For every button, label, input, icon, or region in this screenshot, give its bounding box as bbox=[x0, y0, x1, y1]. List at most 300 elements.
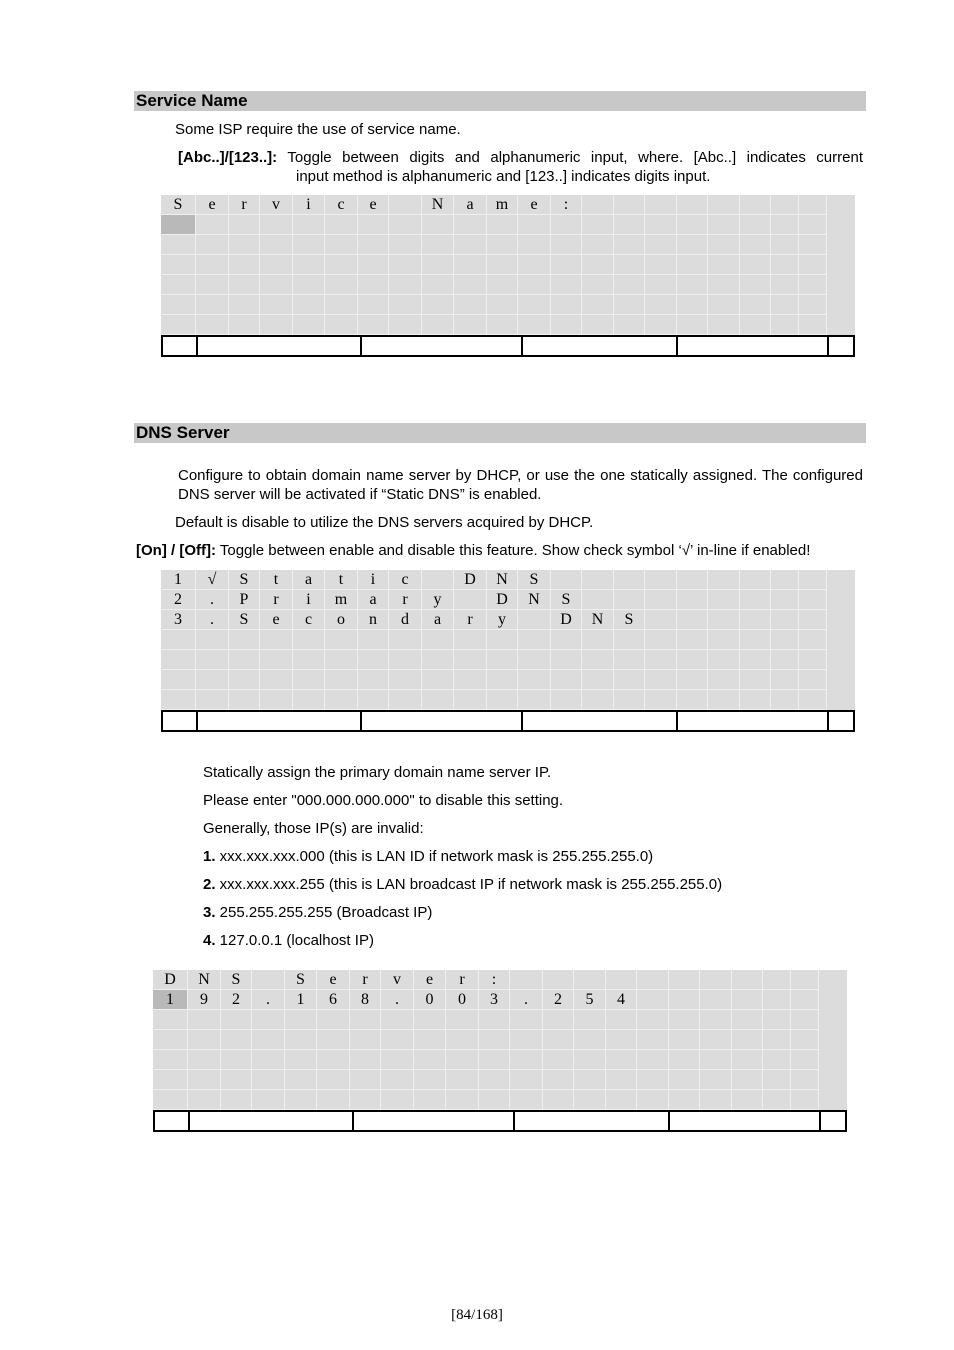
lcd-cell bbox=[350, 1030, 381, 1050]
lcd-cell bbox=[677, 235, 708, 255]
lcd-cell: o bbox=[325, 610, 358, 630]
lcd-cell bbox=[614, 590, 645, 610]
item-text: xxx.xxx.xxx.255 (this is LAN broadcast IP if network mask is 255.255.255.0) bbox=[215, 876, 723, 893]
lcd-cell bbox=[637, 1090, 669, 1110]
lcd-cell bbox=[771, 670, 799, 690]
lcd-cell: N bbox=[487, 570, 518, 590]
lcd-cell: e bbox=[414, 970, 446, 990]
lcd-cell bbox=[771, 610, 799, 630]
lcd-cell bbox=[582, 590, 614, 610]
lcd-cell bbox=[317, 1070, 350, 1090]
lcd-cell bbox=[161, 315, 196, 335]
lcd-cell: 3 bbox=[479, 990, 510, 1010]
lcd-cell bbox=[260, 295, 293, 315]
lcd-cell bbox=[732, 970, 763, 990]
softkey-5[interactable] bbox=[670, 1112, 821, 1130]
dns-onoff bbox=[136, 541, 866, 560]
lcd-cell bbox=[518, 255, 551, 275]
lcd-cell bbox=[196, 295, 229, 315]
lcd-cell bbox=[771, 195, 799, 215]
lcd-cell bbox=[677, 670, 708, 690]
lcd-cell bbox=[740, 590, 771, 610]
softkey-1[interactable] bbox=[163, 712, 198, 730]
lcd-cell bbox=[325, 630, 358, 650]
lcd-cell bbox=[317, 1030, 350, 1050]
lcd-cell bbox=[389, 315, 422, 335]
lcd-cell bbox=[454, 690, 487, 710]
invalid-ip-item bbox=[203, 875, 722, 894]
lcd-cell bbox=[518, 670, 551, 690]
lcd-cell bbox=[799, 610, 827, 630]
lcd-cell bbox=[358, 215, 389, 235]
lcd-cell bbox=[645, 650, 677, 670]
lcd-cell bbox=[446, 1070, 479, 1090]
lcd-cell bbox=[740, 235, 771, 255]
lcd-cell bbox=[799, 690, 827, 710]
lcd-cell bbox=[454, 235, 487, 255]
lcd-cell: i bbox=[358, 570, 389, 590]
lcd-cell: D bbox=[454, 570, 487, 590]
softkey-3[interactable] bbox=[362, 712, 523, 730]
lcd-cell bbox=[677, 215, 708, 235]
lcd-cell bbox=[645, 235, 677, 255]
lcd-cell bbox=[293, 315, 325, 335]
lcd-cell: . bbox=[196, 610, 229, 630]
lcd-cell bbox=[543, 1070, 574, 1090]
lcd-cell: N bbox=[422, 195, 454, 215]
lcd-cell bbox=[645, 215, 677, 235]
lcd-cell bbox=[574, 1070, 606, 1090]
invalid-ip-item bbox=[203, 903, 432, 922]
lcd-cell bbox=[414, 1070, 446, 1090]
lcd-cell bbox=[221, 1090, 252, 1110]
lcd-cell bbox=[221, 1070, 252, 1090]
lcd-cell bbox=[763, 1050, 791, 1070]
lcd-cell bbox=[252, 1090, 285, 1110]
lcd-cell bbox=[614, 275, 645, 295]
lcd-cell bbox=[763, 1030, 791, 1050]
lcd-cell bbox=[153, 1030, 188, 1050]
lcd-cell bbox=[645, 255, 677, 275]
lcd-cell bbox=[582, 630, 614, 650]
lcd-cell: r bbox=[389, 590, 422, 610]
page-number: [84/168] bbox=[451, 1307, 503, 1323]
lcd-cell bbox=[732, 1030, 763, 1050]
lcd-cell bbox=[732, 1090, 763, 1110]
lcd-cell bbox=[574, 1090, 606, 1110]
softkey-2[interactable] bbox=[198, 337, 362, 355]
lcd-cell bbox=[510, 1070, 543, 1090]
lcd-cell bbox=[389, 650, 422, 670]
lcd-cell bbox=[582, 670, 614, 690]
lcd-cell bbox=[196, 215, 229, 235]
lcd-cell bbox=[510, 1050, 543, 1070]
lcd-cell bbox=[582, 195, 614, 215]
lcd-cell: r bbox=[454, 610, 487, 630]
option-desc-line2: input method is alphanumeric and [123..] indicates digits input. bbox=[296, 168, 711, 185]
lcd-cell bbox=[614, 570, 645, 590]
lcd-cell bbox=[454, 255, 487, 275]
lcd-cell bbox=[637, 1030, 669, 1050]
lcd-cell bbox=[510, 1030, 543, 1050]
lcd-cell bbox=[446, 1090, 479, 1110]
item-text: 255.255.255.255 (Broadcast IP) bbox=[215, 904, 433, 921]
lcd-cell bbox=[188, 1070, 221, 1090]
lcd-cell bbox=[614, 690, 645, 710]
lcd-cell bbox=[700, 1030, 732, 1050]
lcd-cell bbox=[161, 650, 196, 670]
lcd-cell: r bbox=[446, 970, 479, 990]
lcd-cell bbox=[317, 1010, 350, 1030]
lcd-cell bbox=[161, 630, 196, 650]
lcd-cell bbox=[669, 1010, 700, 1030]
lcd-cell bbox=[389, 295, 422, 315]
lcd-cell bbox=[669, 1090, 700, 1110]
lcd-cell bbox=[454, 670, 487, 690]
lcd-cell bbox=[708, 255, 740, 275]
lcd-cell bbox=[677, 295, 708, 315]
lcd-cell bbox=[454, 650, 487, 670]
lcd-cell bbox=[229, 315, 260, 335]
lcd-cell bbox=[669, 1030, 700, 1050]
lcd-cell bbox=[260, 315, 293, 335]
lcd-cell bbox=[763, 990, 791, 1010]
lcd-cell bbox=[732, 1010, 763, 1030]
lcd-cell bbox=[543, 1030, 574, 1050]
lcd-cell bbox=[260, 650, 293, 670]
lcd-cell bbox=[518, 650, 551, 670]
lcd-cell bbox=[252, 970, 285, 990]
lcd-cell: t bbox=[325, 570, 358, 590]
lcd-cell: S bbox=[229, 610, 260, 630]
lcd-cell bbox=[771, 650, 799, 670]
softkey-1[interactable] bbox=[155, 1112, 190, 1130]
lcd-cell bbox=[551, 295, 582, 315]
softkey-3[interactable] bbox=[354, 1112, 515, 1130]
softkey-4[interactable] bbox=[515, 1112, 670, 1130]
lcd-cell bbox=[645, 295, 677, 315]
dns-default-text: Default is disable to utilize the DNS servers acquired by DHCP. bbox=[175, 514, 594, 531]
lcd-cell bbox=[196, 650, 229, 670]
lcd-cell bbox=[260, 255, 293, 275]
softkey-6[interactable] bbox=[829, 712, 853, 730]
lcd-cell bbox=[518, 610, 551, 630]
lcd-cell bbox=[358, 235, 389, 255]
lcd-cell bbox=[293, 295, 325, 315]
lcd-cell bbox=[293, 255, 325, 275]
lcd-cell bbox=[325, 315, 358, 335]
lcd-cell bbox=[791, 990, 819, 1010]
lcd-cell bbox=[161, 295, 196, 315]
lcd-cell bbox=[487, 315, 518, 335]
lcd-cell bbox=[669, 1050, 700, 1070]
lcd-cell bbox=[325, 295, 358, 315]
lcd-cell bbox=[153, 1010, 188, 1030]
lcd-cell bbox=[153, 1050, 188, 1070]
lcd-cell bbox=[582, 215, 614, 235]
lcd-cell bbox=[422, 275, 454, 295]
lcd-cell bbox=[317, 1090, 350, 1110]
lcd-cell: c bbox=[293, 610, 325, 630]
lcd-cell bbox=[325, 275, 358, 295]
lcd-cell bbox=[645, 275, 677, 295]
lcd-screen-service-name bbox=[161, 195, 855, 357]
lcd-cell bbox=[700, 990, 732, 1010]
lcd-cell bbox=[708, 295, 740, 315]
lcd-cell bbox=[771, 215, 799, 235]
lcd-cell bbox=[414, 1050, 446, 1070]
lcd-cell: 6 bbox=[317, 990, 350, 1010]
item-number: 3. bbox=[203, 904, 216, 921]
lcd-cell bbox=[221, 1050, 252, 1070]
lcd-cell bbox=[161, 690, 196, 710]
lcd-cell bbox=[260, 690, 293, 710]
lcd-cell bbox=[196, 630, 229, 650]
lcd-cell bbox=[422, 235, 454, 255]
lcd-cell bbox=[771, 630, 799, 650]
softkey-6[interactable] bbox=[821, 1112, 845, 1130]
lcd-cell bbox=[582, 650, 614, 670]
lcd-cell bbox=[614, 630, 645, 650]
lcd-cell bbox=[669, 1070, 700, 1090]
softkey-5[interactable] bbox=[678, 712, 829, 730]
lcd-cell bbox=[791, 1010, 819, 1030]
lcd-cell: 0 bbox=[446, 990, 479, 1010]
lcd-cell bbox=[358, 315, 389, 335]
lcd-cell bbox=[708, 670, 740, 690]
lcd-cell bbox=[614, 195, 645, 215]
lcd-cell bbox=[791, 1090, 819, 1110]
lcd-cell bbox=[414, 1090, 446, 1110]
lcd-cell bbox=[161, 215, 196, 235]
lcd-cell bbox=[740, 255, 771, 275]
lcd-cell bbox=[551, 670, 582, 690]
lcd-cell: c bbox=[389, 570, 422, 590]
lcd-cell: m bbox=[325, 590, 358, 610]
lcd-cell bbox=[293, 650, 325, 670]
lcd-cell bbox=[799, 570, 827, 590]
lcd-cell bbox=[293, 235, 325, 255]
lcd-cell bbox=[677, 610, 708, 630]
lcd-cell bbox=[381, 1010, 414, 1030]
service-name-option bbox=[178, 148, 863, 186]
lcd-cell bbox=[732, 1070, 763, 1090]
lcd-cell bbox=[422, 215, 454, 235]
lcd-cell bbox=[153, 1070, 188, 1090]
lcd-cell bbox=[221, 1030, 252, 1050]
lcd-cell bbox=[740, 295, 771, 315]
softkey-3[interactable] bbox=[362, 337, 523, 355]
lcd-cell: S bbox=[229, 570, 260, 590]
lcd-cell bbox=[196, 670, 229, 690]
lcd-cell: a bbox=[422, 610, 454, 630]
lcd-cell bbox=[381, 1070, 414, 1090]
softkey-6[interactable] bbox=[829, 337, 853, 355]
lcd-cell bbox=[422, 315, 454, 335]
lcd-cell bbox=[317, 1050, 350, 1070]
lcd-cell bbox=[153, 1090, 188, 1110]
lcd-cell bbox=[763, 1010, 791, 1030]
lcd-cell bbox=[196, 235, 229, 255]
lcd-cell bbox=[669, 990, 700, 1010]
lcd-cell bbox=[669, 970, 700, 990]
lcd-cell bbox=[677, 315, 708, 335]
lcd-cell: 2 bbox=[161, 590, 196, 610]
lcd-cell bbox=[381, 1030, 414, 1050]
lcd-cell bbox=[487, 630, 518, 650]
lcd-cell bbox=[799, 315, 827, 335]
lcd-cell bbox=[196, 255, 229, 275]
lcd-cell bbox=[700, 1070, 732, 1090]
softkey-2[interactable] bbox=[190, 1112, 354, 1130]
lcd-cell: 9 bbox=[188, 990, 221, 1010]
lcd-cell bbox=[487, 255, 518, 275]
lcd-cell bbox=[637, 970, 669, 990]
lcd-cell bbox=[454, 590, 487, 610]
lcd-cell bbox=[614, 255, 645, 275]
softkey-4[interactable] bbox=[523, 337, 678, 355]
lcd-cell bbox=[606, 1010, 637, 1030]
lcd-cell bbox=[510, 970, 543, 990]
lcd-cell bbox=[518, 235, 551, 255]
lcd-cell bbox=[518, 295, 551, 315]
lcd-cell bbox=[260, 670, 293, 690]
lcd-cell bbox=[740, 670, 771, 690]
lcd-cell bbox=[260, 275, 293, 295]
lcd-cell: y bbox=[422, 590, 454, 610]
lcd-cell bbox=[799, 195, 827, 215]
lcd-cell bbox=[381, 1090, 414, 1110]
lcd-cell bbox=[260, 215, 293, 235]
lcd-cell: 0 bbox=[414, 990, 446, 1010]
lcd-cell bbox=[740, 195, 771, 215]
lcd-cell: 3 bbox=[161, 610, 196, 630]
lcd-cell bbox=[196, 690, 229, 710]
lcd-cell bbox=[740, 630, 771, 650]
lcd-cell bbox=[551, 235, 582, 255]
lcd-cell bbox=[763, 970, 791, 990]
lcd-cell bbox=[677, 630, 708, 650]
section-heading-dns-server: DNS Server bbox=[134, 423, 866, 443]
lcd-cell bbox=[422, 670, 454, 690]
lcd-cell: a bbox=[358, 590, 389, 610]
lcd-cell bbox=[229, 255, 260, 275]
lcd-cell bbox=[229, 670, 260, 690]
static-line-2: Please enter "000.000.000.000" to disable this setting. bbox=[203, 792, 564, 809]
lcd-cell bbox=[285, 1070, 317, 1090]
softkey-1[interactable] bbox=[163, 337, 198, 355]
lcd-cell bbox=[740, 275, 771, 295]
lcd-cell bbox=[763, 1090, 791, 1110]
lcd-grid bbox=[161, 195, 855, 335]
lcd-cell bbox=[518, 275, 551, 295]
lcd-cell: 2 bbox=[221, 990, 252, 1010]
lcd-cell: : bbox=[551, 195, 582, 215]
lcd-cell: r bbox=[350, 970, 381, 990]
lcd-cell: y bbox=[487, 610, 518, 630]
lcd-cell bbox=[606, 1070, 637, 1090]
lcd-cell: D bbox=[153, 970, 188, 990]
lcd-cell bbox=[637, 1010, 669, 1030]
section-heading-service-name: Service Name bbox=[134, 91, 866, 111]
lcd-cell: a bbox=[293, 570, 325, 590]
lcd-cell bbox=[293, 630, 325, 650]
lcd-cell bbox=[708, 315, 740, 335]
lcd-cell bbox=[285, 1090, 317, 1110]
lcd-cell bbox=[645, 610, 677, 630]
lcd-cell bbox=[229, 235, 260, 255]
lcd-cell bbox=[574, 1010, 606, 1030]
lcd-cell bbox=[325, 650, 358, 670]
lcd-cell bbox=[229, 215, 260, 235]
lcd-cell bbox=[771, 235, 799, 255]
softkey-4[interactable] bbox=[523, 712, 678, 730]
lcd-cell bbox=[582, 235, 614, 255]
lcd-cell bbox=[422, 690, 454, 710]
lcd-cell bbox=[551, 315, 582, 335]
lcd-cell bbox=[229, 690, 260, 710]
lcd-cell: d bbox=[389, 610, 422, 630]
item-text: 127.0.0.1 (localhost IP) bbox=[215, 932, 374, 949]
softkey-2[interactable] bbox=[198, 712, 362, 730]
lcd-cell bbox=[740, 315, 771, 335]
lcd-cell bbox=[645, 315, 677, 335]
item-number: 4. bbox=[203, 932, 216, 949]
lcd-cell bbox=[708, 235, 740, 255]
lcd-cell bbox=[614, 315, 645, 335]
lcd-cell bbox=[708, 650, 740, 670]
lcd-cell bbox=[708, 215, 740, 235]
lcd-cell bbox=[708, 690, 740, 710]
lcd-cell bbox=[358, 650, 389, 670]
lcd-cell bbox=[454, 215, 487, 235]
lcd-cell bbox=[791, 1030, 819, 1050]
lcd-cell bbox=[614, 670, 645, 690]
lcd-cell bbox=[582, 315, 614, 335]
lcd-cell bbox=[637, 1050, 669, 1070]
lcd-cell bbox=[358, 630, 389, 650]
lcd-cell bbox=[293, 690, 325, 710]
lcd-cell bbox=[799, 255, 827, 275]
lcd-cell: . bbox=[196, 590, 229, 610]
onoff-desc: Toggle between enable and disable this feature. Show check symbol ‘√’ in-line if enabled! bbox=[219, 542, 811, 559]
lcd-cell bbox=[700, 1050, 732, 1070]
lcd-screen-dns-menu bbox=[161, 570, 855, 732]
lcd-cell bbox=[645, 590, 677, 610]
lcd-cell bbox=[677, 590, 708, 610]
lcd-cell: . bbox=[252, 990, 285, 1010]
lcd-cell bbox=[229, 630, 260, 650]
lcd-cell: i bbox=[293, 590, 325, 610]
lcd-cell bbox=[614, 215, 645, 235]
lcd-cell bbox=[645, 690, 677, 710]
lcd-cell bbox=[645, 670, 677, 690]
lcd-cell: a bbox=[454, 195, 487, 215]
lcd-cell bbox=[221, 1010, 252, 1030]
lcd-cell bbox=[389, 255, 422, 275]
lcd-cell bbox=[551, 570, 582, 590]
lcd-cell bbox=[479, 1070, 510, 1090]
lcd-cell bbox=[325, 215, 358, 235]
lcd-cell bbox=[574, 970, 606, 990]
lcd-cell bbox=[389, 670, 422, 690]
lcd-cell bbox=[700, 1090, 732, 1110]
lcd-cell bbox=[708, 195, 740, 215]
lcd-cell bbox=[791, 1050, 819, 1070]
lcd-cell: N bbox=[518, 590, 551, 610]
softkey-5[interactable] bbox=[678, 337, 829, 355]
lcd-cell bbox=[574, 1030, 606, 1050]
